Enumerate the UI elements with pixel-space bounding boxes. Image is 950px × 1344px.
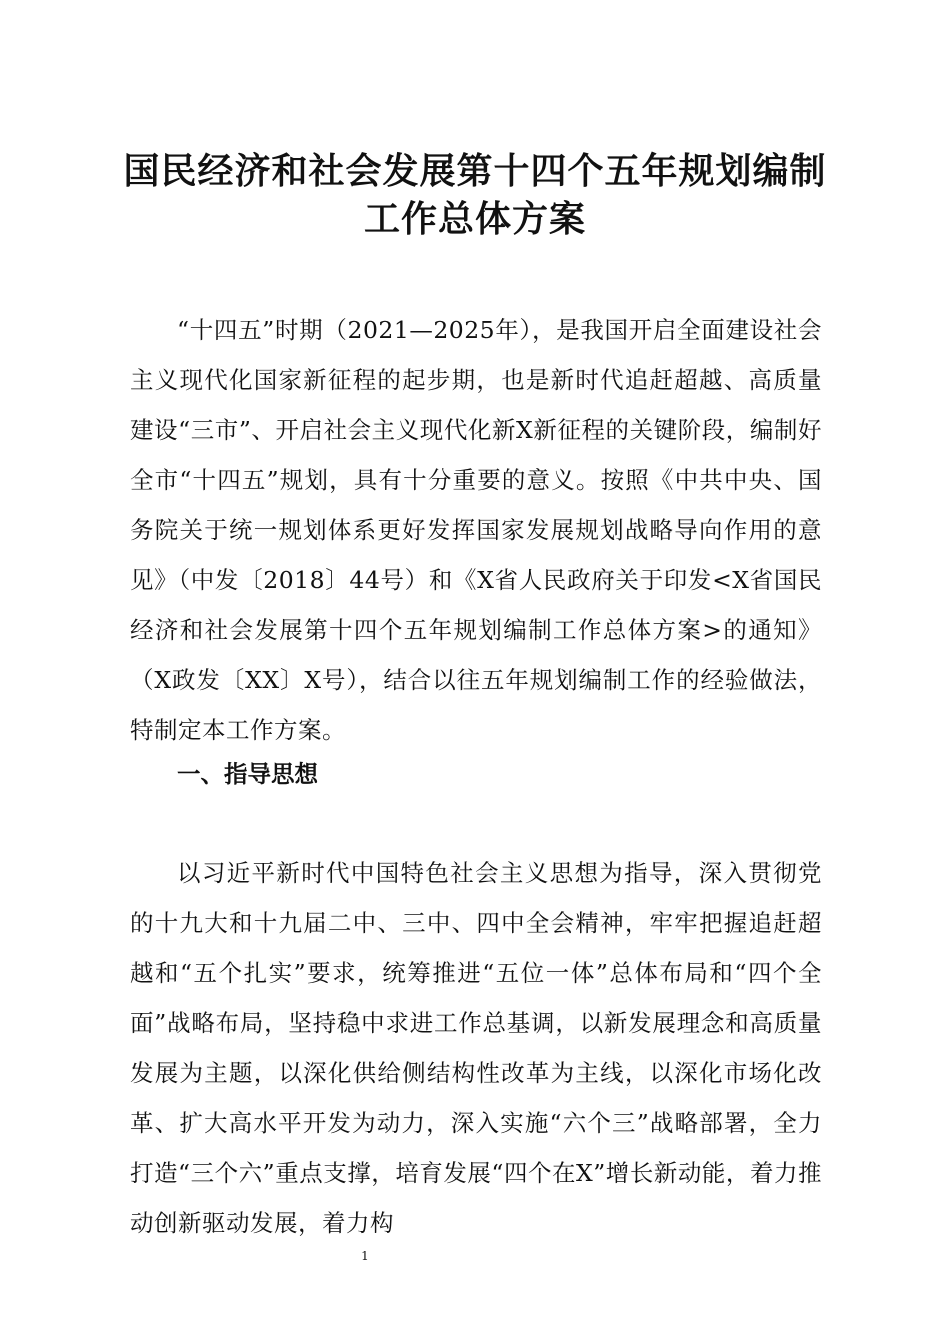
page-number: 1 bbox=[361, 1249, 369, 1263]
document-title-line-2: 工作总体方案 bbox=[363, 199, 586, 240]
document-title-line-1: 国民经济和社会发展第十四个五年规划编制 bbox=[123, 151, 827, 192]
section-heading-guiding-ideology: 一、指导思想 bbox=[177, 760, 318, 788]
intro-paragraph: “十四五”时期（2021—2025年），是我国开启全面建设社会主义现代化国家新征程的起步期，也是新时代追赶超越、高质量建设“三市”、开启社会主义现代化新X新征程的关键阶段，编制好全市“十四五”规划，具有十分重要的意义。按照《中共中央、国务院关于统一规划体系更好发挥国家发展规划战略导向作用的意见》（中发〔2018〕44号）和《X省人民政府关于印发<X省国民经济和社会发展第十四个五年规划编制工作总体方案>的通知》（X政发〔XX〕X号），结合以往五年规划编制工作的经验做法，特制定本工作方案。 bbox=[130, 316, 822, 744]
guiding-ideology-paragraph: 以习近平新时代中国特色社会主义思想为指导，深入贯彻党的十九大和十九届二中、三中、四中全会精神，牢牢把握追赶超越和“五个扎实”要求，统筹推进“五位一体”总体布局和“四个全面”战略布局，坚持稳中求进工作总基调，以新发展理念和高质量发展为主题，以深化供给侧结构性改革为主线，以深化市场化改革、扩大高水平开发为动力，深入实施“六个三”战略部署，全力打造“三个六”重点支撑，培育发展“四个在X”增长新动能，着力推动创新驱动发展，着力构 bbox=[130, 859, 822, 1237]
